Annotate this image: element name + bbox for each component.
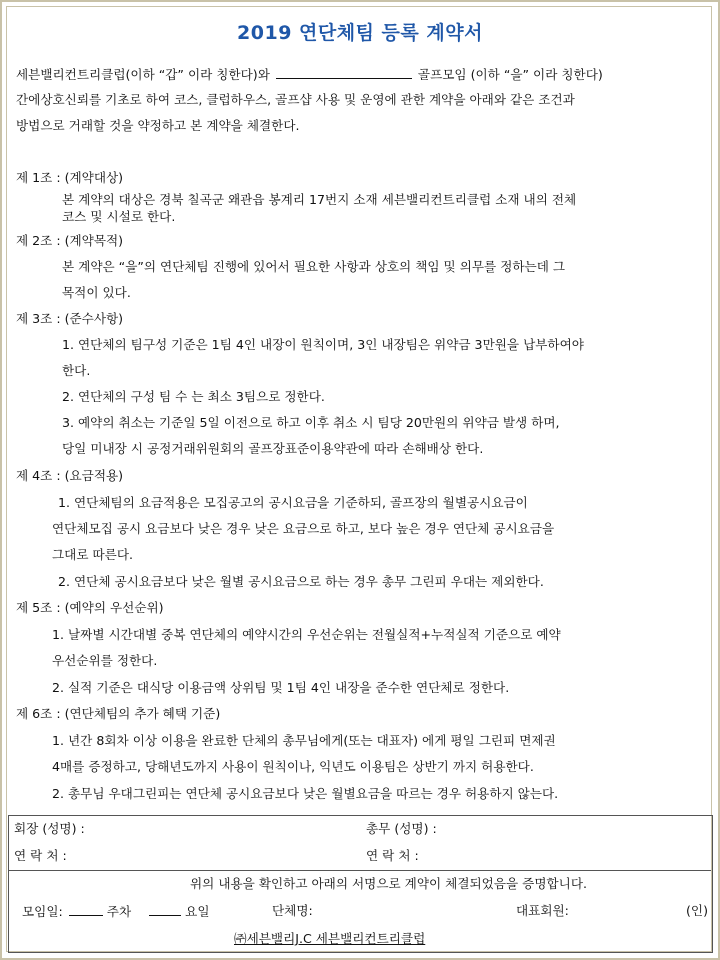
- article-4-line-3: 그대로 따른다.: [52, 547, 133, 562]
- document-title: 2019 연단체팀 등록 계약서: [237, 22, 483, 44]
- article-5-line-2: 우선순위를 정한다.: [52, 653, 158, 668]
- seal-mark: (인): [686, 903, 708, 918]
- treasurer-name-field[interactable]: 총무 (성명) :: [366, 821, 437, 836]
- article-1-heading: 제 1조 : (계약대상): [16, 170, 124, 185]
- article-2-line-1: 본 계약은 “을”의 연단체팀 진행에 있어서 필요한 사항과 상호의 책임 및 의무를 정하는데 그: [62, 259, 566, 274]
- intro-line-1: [16, 66, 603, 83]
- article-4-line-2: 연단체모집 공시 요금보다 낮은 경우 낮은 요금으로 하고, 보다 높은 경우 연단체 공시요금을: [52, 521, 555, 536]
- article-5-line-1: 1. 날짜별 시간대별 중복 연단체의 예약시간의 우선순위는 전월실적+누적실적 기준으로 예약: [52, 627, 561, 642]
- article-6-line-2: 4매를 증정하고, 당해년도까지 사용이 원칙이나, 익년도 이용팀은 상반기 까지 허용한다.: [52, 759, 534, 774]
- president-name-field[interactable]: 회장 (성명) :: [14, 821, 85, 836]
- president-contact-field[interactable]: 연 락 처 :: [14, 848, 67, 863]
- meeting-day-row: [22, 903, 210, 920]
- article-6-heading: 제 6조 : (연단체팀의 추가 혜택 기준): [16, 706, 221, 721]
- article-1-line-2: 코스 및 시설로 한다.: [62, 209, 176, 224]
- company-name: ㈜세븐밸리J.C 세븐밸리컨트리클럽: [234, 931, 426, 946]
- day-suffix: 요일: [185, 904, 210, 919]
- article-6-line-1: 1. 년간 8회차 이상 이용을 완료한 단체의 총무님에게(또는 대표자) 에게 평일 그린피 면제권: [52, 733, 556, 748]
- weekday-blank[interactable]: [149, 903, 181, 916]
- article-4-line-1: 1. 연단체팀의 요금적용은 모집공고의 공시요금을 기준하되, 골프장의 월별공시요금이: [58, 495, 528, 510]
- intro-party-a: 세븐밸리컨트리클럽(이하 “갑” 이라 칭한다)와: [16, 67, 270, 82]
- article-2-heading: 제 2조 : (계약목적): [16, 233, 124, 248]
- article-3-line-3: 2. 연단체의 구성 팀 수 는 최소 3팀으로 정한다.: [62, 389, 325, 404]
- article-5-heading: 제 5조 : (예약의 우선순위): [16, 600, 164, 615]
- group-name-field[interactable]: 단체명:: [272, 903, 313, 918]
- week-number-blank[interactable]: [69, 903, 103, 916]
- article-5-line-3: 2. 실적 기준은 대식당 이용금액 상위팀 및 1팀 4인 내장을 준수한 연단체로 정한다.: [52, 680, 510, 695]
- meeting-day-label: 모임일:: [22, 904, 63, 919]
- article-4-line-4: 2. 연단체 공시요금보다 낮은 월별 공시요금으로 하는 경우 총무 그린피 우대는 제외한다.: [58, 574, 544, 589]
- article-1-line-1: 본 계약의 대상은 경북 칠곡군 왜관읍 봉계리 17번지 소재 세븐밸리컨트리클럽 소재 내의 전체: [62, 192, 577, 207]
- article-3-heading: 제 3조 : (준수사항): [16, 311, 124, 326]
- confirm-statement: 위의 내용을 확인하고 아래의 서명으로 계약이 체결되었음을 증명합니다.: [190, 876, 587, 891]
- treasurer-contact-field[interactable]: 연 락 처 :: [366, 848, 419, 863]
- article-4-heading: 제 4조 : (요금적용): [16, 468, 124, 483]
- article-3-line-1: 1. 연단체의 팀구성 기준은 1팀 4인 내장이 원칙이며, 3인 내장팀은 위약금 3만원을 납부하여야: [62, 337, 584, 352]
- signature-divider: [8, 870, 711, 871]
- intro-line-2: 간에상호신뢰를 기초로 하여 코스, 클럽하우스, 골프샵 사용 및 운영에 관한 계약을 아래와 같은 조건과: [16, 92, 575, 107]
- intro-party-b: 골프모임 (이하 “을” 이라 칭한다): [417, 67, 603, 82]
- article-3-line-4: 3. 예약의 취소는 기준일 5일 이전으로 하고 이후 취소 시 팀당 20만원의 위약금 발생 하며,: [62, 415, 560, 430]
- representative-field[interactable]: 대표회원:: [516, 903, 569, 918]
- article-3-line-2: 한다.: [62, 363, 91, 378]
- week-suffix: 주차: [106, 904, 132, 919]
- article-6-line-3: 2. 총무님 우대그린피는 연단체 공시요금보다 낮은 월별요금을 따르는 경우 허용하지 않는다.: [52, 786, 559, 801]
- article-3-line-5: 당일 미내장 시 공정거래위원회의 골프장표준이용약관에 따라 손해배상 한다.: [62, 441, 484, 456]
- party-b-blank[interactable]: [276, 66, 412, 79]
- intro-line-3: 방법으로 거래할 것을 약정하고 본 계약을 체결한다.: [16, 118, 300, 133]
- article-2-line-2: 목적이 있다.: [62, 285, 131, 300]
